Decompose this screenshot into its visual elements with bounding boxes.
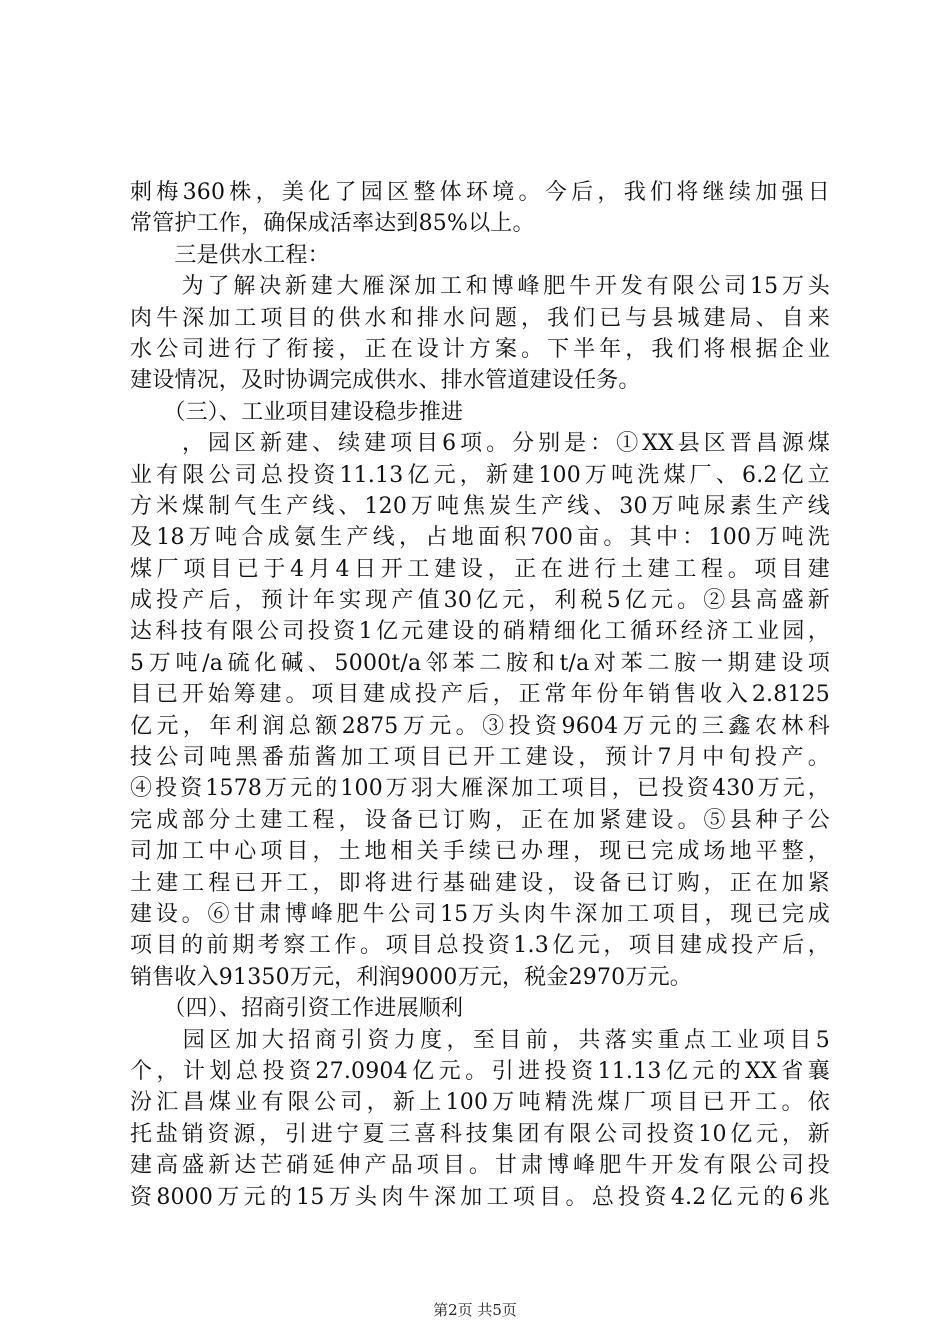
body-line: 常管护工作，确保成活率达到85%以上。: [130, 211, 535, 237]
body-line: 个，计划总投资27.0904亿元。引进投资11.13亿元的XX省襄: [130, 1058, 830, 1084]
body-line: 建设。⑥甘肃博峰肥牛公司15万头肉牛深加工项目，现已完成: [130, 901, 830, 927]
body-line: 完成部分土建工程，设备已订购，正在加紧建设。⑤县种子公: [130, 807, 830, 833]
body-line: 资8000万元的15万头肉牛深加工项目。总投资4.2亿元的6兆: [130, 1184, 830, 1210]
page-footer: 第2页 共5页: [433, 1301, 517, 1319]
body-line: 三是供水工程：: [130, 242, 330, 268]
body-line: 建高盛新达芒硝延伸产品项目。甘肃博峰肥牛开发有限公司投: [130, 1153, 830, 1179]
body-line: 5万吨/a硫化碱、5000t/a邻苯二胺和t/a对苯二胺一期建设项: [130, 650, 830, 676]
body-line: 达科技有限公司投资1亿元建设的硝精细化工循环经济工业园，: [130, 619, 830, 645]
body-line: （三）、工业项目建设稳步推进: [130, 399, 464, 425]
body-line: ，园区新建、续建项目6项。分别是：①XX县区晋昌源煤: [130, 431, 830, 457]
body-line: 土建工程已开工，即将进行基础建设，设备已订购，正在加紧: [130, 870, 830, 896]
body-line: 成投产后，预计年实现产值30亿元，利税5亿元。②县高盛新: [130, 588, 830, 614]
body-line: 肉牛深加工项目的供水和排水问题，我们已与县城建局、自来: [130, 305, 830, 331]
body-line: 托盐销资源，引进宁夏三喜科技集团有限公司投资10亿元，新: [130, 1121, 830, 1147]
body-line: 水公司进行了衔接，正在设计方案。下半年，我们将根据企业: [130, 336, 830, 362]
body-line: 亿元，年利润总额2875万元。③投资9604万元的三鑫农林科: [130, 713, 830, 739]
body-line: 煤厂项目已于4月4日开工建设，正在进行土建工程。项目建: [130, 556, 830, 582]
body-line: 刺梅360株，美化了园区整体环境。今后，我们将继续加强日: [130, 180, 830, 205]
body-line: 园区加大招商引资力度，至目前，共落实重点工业项目5: [130, 1027, 830, 1053]
body-line: 方米煤制气生产线、120万吨焦炭生产线、30万吨尿素生产线: [130, 493, 830, 519]
body-line: 汾汇昌煤业有限公司，新上100万吨精洗煤厂项目已开工。依: [130, 1090, 830, 1116]
body-line: 司加工中心项目，土地相关手续已办理，现已完成场地平整，: [130, 839, 830, 865]
body-line: 业有限公司总投资11.13亿元，新建100万吨洗煤厂、6.2亿立: [130, 462, 830, 488]
document-body: [130, 177, 830, 1213]
body-line: 目已开始筹建。项目建成投产后，正常年份年销售收入2.8125: [130, 682, 830, 708]
body-line: 为了解决新建大雁深加工和博峰肥牛开发有限公司15万头: [130, 274, 830, 300]
body-line: 建设情况，及时协调完成供水、排水管道建设任务。: [130, 368, 641, 394]
body-line: ④投资1578万元的100万羽大雁深加工项目，已投资430万元，: [130, 776, 830, 802]
body-line: 项目的前期考察工作。项目总投资1.3亿元，项目建成投产后，: [130, 933, 830, 959]
body-line: 销售收入91350万元，利润9000万元，税金2970万元。: [130, 964, 692, 990]
body-line: （四）、招商引资工作进展顺利: [130, 996, 464, 1022]
body-line: 及18万吨合成氨生产线，占地面积700亩。其中：100万吨洗: [130, 525, 830, 551]
body-line: 技公司吨黑番茄酱加工项目已开工建设，预计7月中旬投产。: [130, 745, 830, 771]
